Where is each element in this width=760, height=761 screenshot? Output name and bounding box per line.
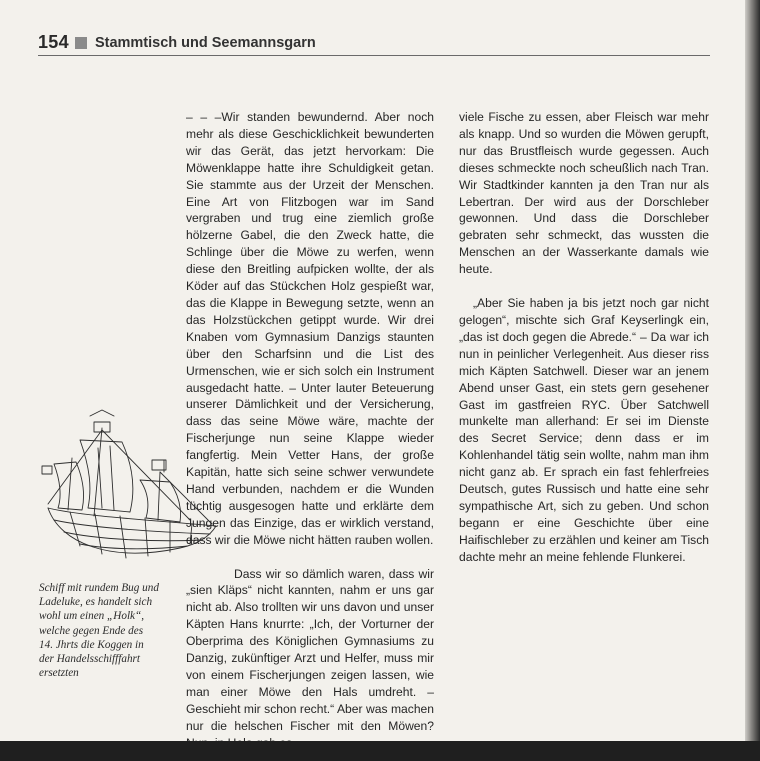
page-number: 154 — [38, 32, 69, 52]
text-column-right — [459, 109, 709, 566]
running-title: Stammtisch und Seemannsgarn — [94, 34, 316, 51]
illustration-caption: Schiff mit rundem Bug und Ladeluke, es handelt sich wohl um einen „Holk“, welche gegen Ende des 14. Jhrts die Koggen in der Handelsschifffahrt ersetzten — [39, 582, 159, 680]
paragraph: – – –Wir standen bewundernd. Aber noch mehr als diese Geschicklichkeit bewunderten wir das Gerät, das jetzt hervorkam: Die Möwenklappe hatte ihre Schuldigkeit getan. Sie stammte aus der Urzeit der Menschen. Eine Art von Flitzbogen war im Sand vergraben und trug eine ziemlich große hölzerne Gabel, die den Zweck hatte, die Schlinge über die Möwe zu werfen, wenn diese den Breitling aufpicken wollte, der als Köder auf das Stückchen Holz gespießt war, das die Klappe in Bewegung setzte, wenn an das Holzstückchen getippt wurde. Wir drei Knaben vom Gymnasium Danzigs staunten über den Scharfsinn und die List des Urmenschen, wie er sich solch ein Instrument ausgedacht hatte. – Unter lauter Beteuerung unserer Dämlichkeit und der Versicherung, dass das seine Möwe wäre, machte der Fischerjunge nun seine Klappe wieder fangfertig. Mein Vetter Hans, der große Kapitän, hatte sich seine schwer verwundete Hand verbunden, nachdem er die Wunden tüchtig ausgesogen hatte und erklärte dem Jungen das Einzige, das er wirklich verstand, dass wir die Möwe nicht hätten rauben wollen. — [186, 110, 434, 547]
text-column-left — [186, 109, 434, 752]
scan-bottom-edge — [0, 741, 760, 761]
paragraph: Dass wir so dämlich waren, dass wir „sien Kläps“ nicht kannten, nahm er uns gar nicht ab. Also trollten wir uns davon und unser Käpten Hans knurrte: „Ich, der Vorturner der Oberprima des Königlichen Gymnasiums zu Danzig, zukünftiger Arzt und Helfer, muss mir von einem Fischerjungen zeigen lassen, wie man einer Möwe den Hals umdreht. – Geschieht mir schon recht.“ Aber was machen nur die helschen Fischer mit den Möwen? — [186, 566, 434, 733]
page-header — [38, 32, 316, 53]
header-square-icon — [75, 37, 87, 49]
page-edge — [745, 0, 760, 741]
header-rule — [38, 55, 710, 56]
paragraph: viele Fische zu essen, aber Fleisch war mehr als knapp. Und so wurden die Möwen gerupft, nur das Brustfleisch wurde gegessen. Auch dieses schmeckte noch scheußlich nach Tran. Wir Stadtkinder kannten ja den Tran nur als Lebertran. Der wird aus der Dorschleber gewonnen. Und dass die Dorschleber gebraten sehr schmeckt, das wussten die Menschen an der Wasserkante damals wie heute. — [459, 110, 709, 277]
paragraph: „Aber Sie haben ja bis jetzt noch gar nicht gelogen“, mischte sich Graf Keyserlingk ein, „das ist doch gegen die Abrede.“ – Da war ich nun in peinlicher Verlegenheit. Aus dieser riss mich Käpten Satchwell. Dieser war an jenem Abend unser Gast, ein stets gern gesehener Gast im gastfreien RYC. Über Satchwell munkelte man allerhand: Er sei im Dienste des Secret Service; denn dass er im Kohlenhandel tätig sein wollte, nahm man ihm nicht ganz ab. Er sprach ein fast fehlerfreies Deutsch, gutes Russisch und hatte eine sehr sympathische Art, sich zu geben. Und schon begann er eine Geschichte über eine Haifischleber zu erzählen und keiner am Tisch dachte mehr an meine fehlende Flunkerei. — [459, 296, 709, 564]
